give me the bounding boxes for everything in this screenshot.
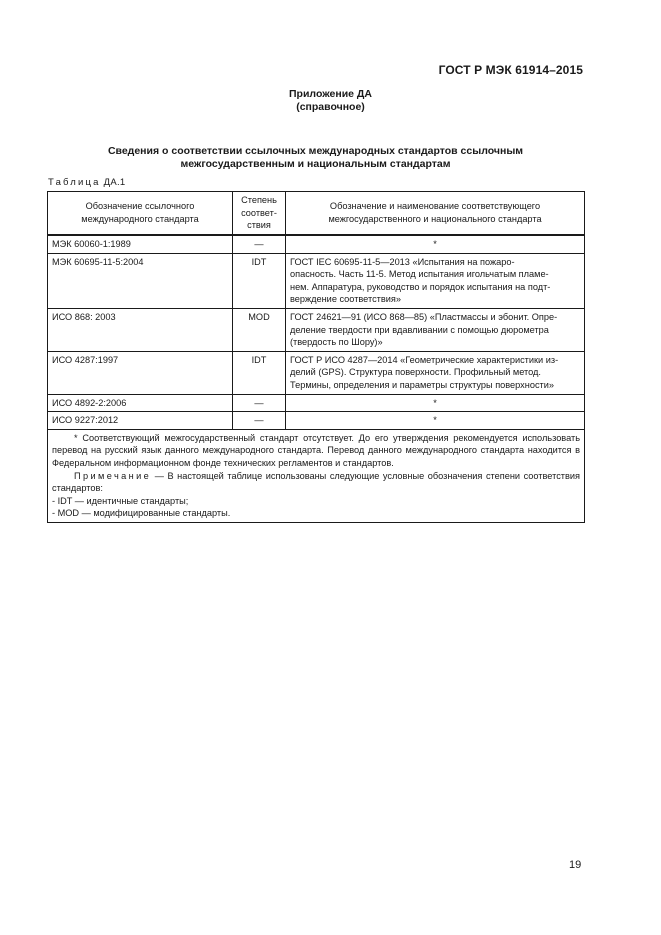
header-national-line: Обозначение и наименование соответствующего [329, 201, 541, 212]
header-degree-line: Степень [241, 195, 277, 206]
table-row [48, 235, 585, 253]
cell-intl-standard: ИСО 868: 2003 [48, 308, 233, 351]
cell-degree: — [233, 235, 286, 253]
cell-national-standard [286, 253, 585, 308]
cell-intl-standard: ИСО 4287:1997 [48, 351, 233, 394]
table-row [48, 308, 585, 351]
cell-degree: — [233, 394, 286, 412]
cell-national-line: * [433, 239, 437, 249]
cell-national-line: ГОСТ IEC 60695-11-5—2013 «Испытания на пожаро- [290, 256, 515, 267]
cell-national-line: (твердость по Шору)» [290, 337, 383, 348]
header-intl-line: Обозначение ссылочного [85, 201, 195, 212]
header-intl-line: международного стандарта [81, 214, 199, 224]
cell-national-standard [286, 412, 585, 430]
cell-intl-standard: МЭК 60695-11-5:2004 [48, 253, 233, 308]
header-degree-line: соответ- [241, 207, 277, 218]
cell-national-line: опасность. Часть 11-5. Метод испытания игольчатым пламе- [290, 269, 549, 280]
table-caption-prefix: Таблица [48, 177, 101, 188]
cell-national-line: делий (GPS). Структура поверхности. Профильный метод. [290, 367, 541, 378]
table-row [48, 351, 585, 394]
table-caption-number: ДА.1 [103, 177, 126, 188]
header-degree [233, 192, 286, 236]
header-national-standard [286, 192, 585, 236]
cell-national-line: * [433, 415, 437, 426]
cell-national-line: верждение соответствия» [290, 294, 401, 305]
cell-national-line: нем. Аппаратура, руководство и порядок испытания на подт- [290, 281, 551, 292]
document-code: ГОСТ Р МЭК 61914–2015 [438, 63, 583, 77]
page-number: 19 [569, 859, 582, 871]
note-item-idt: - IDT — идентичные стандарты; [52, 495, 189, 506]
cell-degree: IDT [233, 351, 286, 394]
cell-intl-standard: МЭК 60060-1:1989 [48, 235, 233, 253]
section-title [0, 145, 631, 171]
note-label: Примечание [74, 470, 152, 481]
footnote: * Соответствующий межгосударственный стандарт отсутствует. До его утверждения рекомендуется использовать перевод на русский язык данного международного стандарта. Перевод данного международного стандарта находится в Федеральном информационном фонде технических регламентов и стандартов. [52, 432, 580, 468]
table-row [48, 394, 585, 412]
header-degree-line: ствия [247, 220, 271, 231]
cell-intl-standard: ИСО 9227:2012 [48, 412, 233, 430]
cell-national-line: * [433, 397, 437, 408]
cell-national-line: ГОСТ Р ИСО 4287—2014 «Геометрические характеристики из- [290, 354, 559, 365]
table-row [48, 253, 585, 308]
cell-degree: — [233, 412, 286, 430]
note-item-mod: - MOD — модифицированные стандарты. [52, 508, 231, 519]
annex-title: Приложение ДА [289, 88, 372, 100]
cell-national-standard [286, 351, 585, 394]
cell-national-standard [286, 394, 585, 412]
table-caption [48, 177, 126, 188]
cell-national-line: деление твердости при вдавливании с помощью дюрометра [290, 324, 549, 335]
annex-subtitle: (справочное) [296, 101, 365, 113]
cell-intl-standard: ИСО 4892-2:2006 [48, 394, 233, 412]
note-text: — В настоящей таблице использованы следующие условные обозначения степени соответствия стандартов: [52, 470, 580, 494]
cell-national-standard [286, 308, 585, 351]
cell-degree: IDT [233, 253, 286, 308]
table-header-row [48, 192, 585, 236]
cell-degree: MOD [233, 308, 286, 351]
cell-national-line: Термины, определения и параметры структуры поверхности» [290, 379, 554, 390]
table-notes [48, 429, 585, 522]
header-national-line: межгосударственного и национального стандарта [328, 214, 542, 224]
notes-row [48, 429, 585, 522]
section-title-line-2: межгосударственным и национальным стандартам [180, 158, 451, 170]
standards-correspondence-table [47, 191, 585, 523]
section-title-line-1: Сведения о соответствии ссылочных международных стандартов ссылочным [107, 145, 524, 157]
table-row [48, 412, 585, 430]
cell-national-standard [286, 235, 585, 253]
annex-heading [0, 88, 661, 114]
note-paragraph [52, 470, 580, 495]
cell-national-line: ГОСТ 24621—91 (ИСО 868—85) «Пластмассы и эбонит. Опре- [290, 311, 558, 322]
header-intl-standard [48, 192, 233, 236]
